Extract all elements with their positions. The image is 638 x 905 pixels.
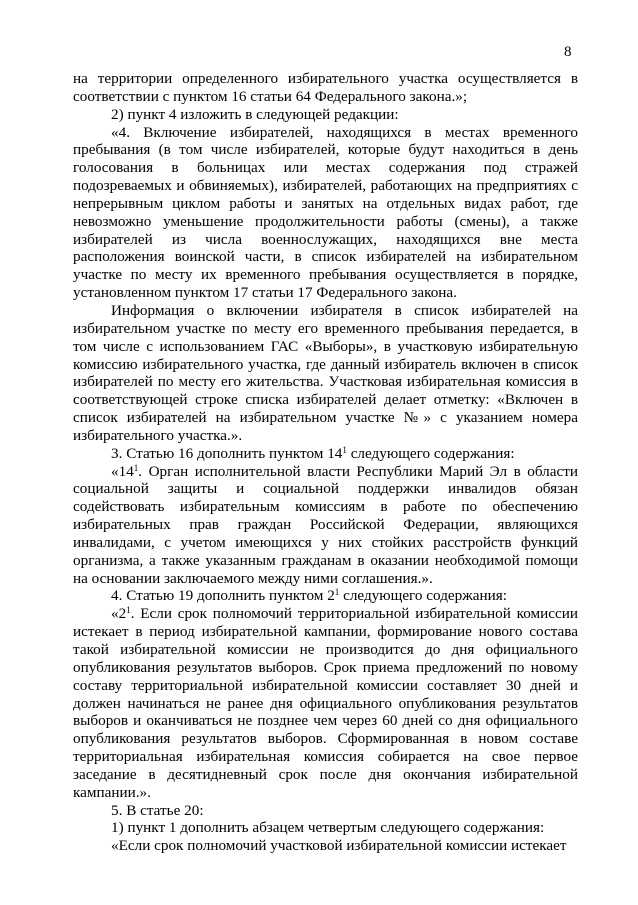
page-number: 8 — [564, 44, 572, 60]
paragraph-information: Информация о включении избирателя в список избирателей на избирательном участке по месту его временного пребывания передается, в том числе с использованием ГАС «Выборы», в участковую избирательную комиссию избирательного участка, где данный избиратель включен в список избирателей по месту его жительства. Участковая избирательная комиссия в соответствующей строке списка избирателей делает отметку: «Включен в список избирателей на избирательном участке №» с указанием номера избирательного участка.». — [73, 301, 578, 444]
superscript: 1 — [342, 444, 347, 455]
text-fragment: 4. Статью 19 дополнить пунктом 2 — [111, 587, 335, 605]
text-fragment: «14 — [111, 462, 134, 480]
document-body — [73, 70, 578, 855]
text-fragment: «2 — [111, 605, 127, 623]
text-fragment: . Если срок полномочий территориальной избирательной комиссии истекает в период избирательной кампании, формирование нового состава такой избирательной комиссии не производится до дня официального опубликования результатов выборов. Срок приема предложений по новому составу территориальной избирательной комиссии составляет 30 дней и должен начинаться не ранее дня официального опубликования результатов выборов и оканчиваться не позднее чем через 60 дней со дня официального опубликования результатов выборов. Сформированная в новом составе территориальная избирательная комиссия собирается на свое первое заседание в десятидневный срок после дня окончания избирательной кампании.». — [73, 605, 578, 801]
text-fragment: следующего содержания: — [339, 587, 507, 605]
paragraph-subitem-1: 1) пункт 1 дополнить абзацем четвертым следующего содержания: — [111, 819, 545, 837]
text-fragment: следующего содержания: — [346, 444, 515, 462]
superscript: 1 — [334, 587, 340, 598]
paragraph-quote-point-2-1 — [73, 605, 578, 801]
paragraph-item-2: 2) пункт 4 изложить в следующей редакции: — [111, 105, 399, 123]
text-fragment: . Орган исполнительной власти Республики Марий Эл в области социальной защиты и социальной поддержки инвалидов обязан содействовать избирательным комиссиям в работе по обеспечению избирательных прав граждан Российской Федерации, являющихся инвалидами, с учетом имеющихся у них стойких расстройств функций организма, а также указанным гражданам в оказании необходимой помощи на основании заключаемого между ними соглашения.». — [73, 462, 578, 587]
paragraph-continuation: на территории определенного избирательного участка осуществляется в соответствии с пунктом 16 статьи 64 Федерального закона.»; — [73, 70, 578, 105]
paragraph-quote-start: «Если срок полномочий участковой избирательной комиссии истекает — [111, 837, 567, 855]
superscript: 1 — [126, 605, 131, 616]
paragraph-item-4 — [73, 587, 578, 605]
text-fragment: 3. Статью 16 дополнить пунктом 14 — [111, 444, 343, 462]
paragraph-quote-point-4: «4. Включение избирателей, находящихся в местах временного пребывания (в том числе избирателей, которые будут находиться в день голосования в больницах или местах содержания под стражей подозреваемых и обвиняемых), избирателей, работающих на предприятиях с непрерывным циклом работы и занятых на отдельных видах работ, где невозможно уменьшение продолжительности работы (смены), а также избирателей из числа военнослужащих, находящихся вне места расположения воинской части, в список избирателей на избирательном участке по месту их временного пребывания осуществляется в порядке, установленном пунктом 17 статьи 17 Федерального закона. — [73, 123, 578, 302]
superscript: 1 — [133, 462, 139, 473]
paragraph-quote-point-14-1 — [73, 463, 578, 588]
paragraph-item-3 — [73, 445, 578, 463]
paragraph-item-5: 5. В статье 20: — [111, 801, 204, 819]
